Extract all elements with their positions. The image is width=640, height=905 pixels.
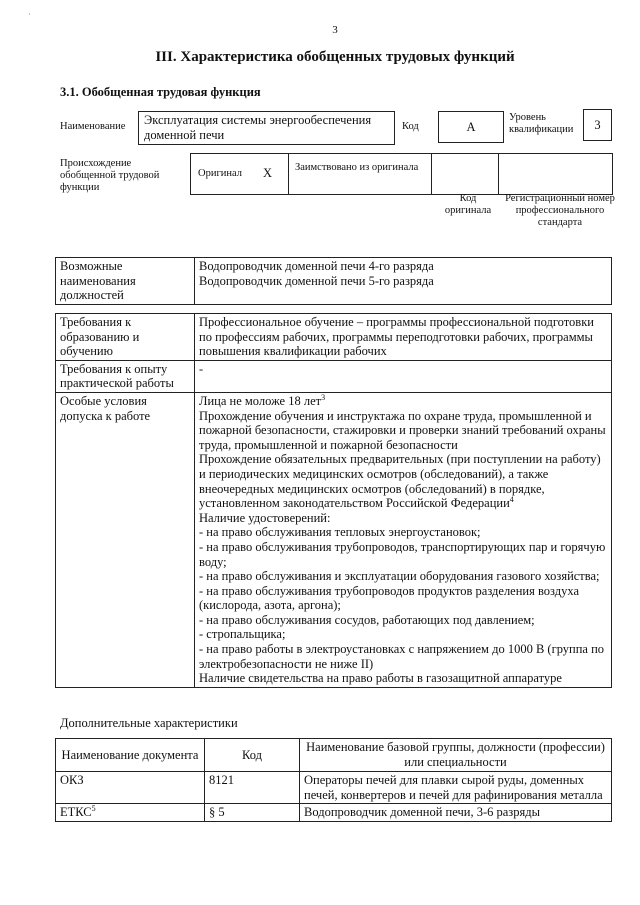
page-number: 3: [332, 24, 338, 36]
reg-number-label: Регистрационный номер профессионального стандарта: [505, 193, 615, 228]
cert-item: - на право обслуживания трубопроводов продуктов разделения воздуха (кислорода, азота, аргона);: [199, 583, 580, 613]
row-name: Водопроводчик доменной печи, 3-6 разряды: [300, 804, 612, 822]
education-label: Требования к образованию и обучению: [56, 314, 195, 361]
positions-label: Возможные наименования должностей: [56, 258, 195, 305]
positions-table: [55, 257, 612, 305]
origin-divider-2: [431, 154, 432, 194]
special-certs-title: Наличие удостоверений:: [199, 510, 331, 525]
cert-item: - на право обслуживания трубопроводов, транспортирующих пар и горячую воду;: [199, 539, 606, 569]
table-row: [56, 804, 612, 822]
level-label: Уровень квалификации: [509, 112, 574, 135]
cert-item: - на право работы в электроустановках с напряжением до 1000 В (группа по электробезопасности не ниже II): [199, 642, 605, 671]
row-code: 8121: [205, 772, 300, 804]
experience-label: Требования к опыту практической работы: [56, 360, 195, 392]
footnote-3: 3: [321, 392, 326, 402]
special-label: Особые условия допуска к работе: [56, 392, 195, 687]
row-doc: ЕТКС$^5$: [56, 804, 205, 822]
row-code: § 5: [205, 804, 300, 822]
cert-item: - на право обслуживания и эксплуатации оборудования газового хозяйства;: [199, 569, 600, 584]
cert-item: - на право обслуживания сосудов, работающих под давлением;: [199, 612, 535, 627]
requirements-table: [55, 313, 612, 688]
gtf-code-value: А: [438, 111, 504, 143]
original-mark: X: [263, 166, 273, 180]
row-doc: ОКЗ: [56, 772, 205, 804]
experience-value: -: [195, 360, 612, 392]
origin-divider-1: [288, 154, 289, 194]
gtf-name-value: Эксплуатация системы энергообеспечения доменной печи: [138, 111, 395, 145]
header-code: Код: [205, 739, 300, 772]
header-document: Наименование документа: [56, 739, 205, 772]
table-row: [56, 772, 612, 804]
special-gas: Наличие свидетельства на право работы в газозащитной аппаратуре: [199, 671, 562, 686]
scan-mark: ·: [28, 10, 31, 19]
special-training: Прохождение обучения и инструктажа по охране труда, промышленной и пожарной безопасности, стажировки и проверки знаний требований охраны труда, промышленной и пожарной безопасности: [199, 408, 606, 452]
name-label: Наименование: [60, 121, 126, 132]
borrowed-label: Заимствовано из оригинала: [295, 162, 419, 173]
education-value: Профессиональное обучение – программы профессиональной подготовки по профессиям рабочих, программы переподготовки рабочих, программы повышения квалификации рабочих: [195, 314, 612, 361]
code-original-label: Код оригинала: [444, 193, 492, 216]
row-name: Операторы печей для плавки сырой руды, доменных печей, конвертеров и печей для рафинирования металла: [300, 772, 612, 804]
cert-item: - на право обслуживания тепловых энергоустановок;: [199, 525, 481, 540]
additional-table: [55, 738, 612, 822]
special-medical: Прохождение обязательных предварительных (при поступлении на работу) и периодических медицинских осмотров (обследований), а также внеочередных медицинских осмотров (обследований) в порядке, установленном законодательством Российской Федерации$^4$: [199, 452, 601, 511]
code-label: Код: [402, 121, 419, 132]
position-item: Водопроводчик доменной печи 5-го разряда: [199, 273, 434, 288]
additional-title: Дополнительные характеристики: [60, 716, 238, 730]
section-title: III. Характеристика обобщенных трудовых функций: [155, 49, 515, 65]
original-label: Оригинал: [198, 168, 242, 179]
footnote-5: 5: [91, 804, 96, 814]
cert-item: - стропальщика;: [199, 627, 286, 642]
subsection-title: 3.1. Обобщенная трудовая функция: [60, 85, 261, 99]
origin-box: [190, 153, 613, 195]
footnote-4: 4: [509, 494, 514, 504]
position-item: Водопроводчик доменной печи 4-го разряда: [199, 259, 434, 273]
header-name: Наименование базовой группы, должности (профессии) или специальности: [300, 739, 612, 772]
positions-list: [195, 258, 612, 305]
level-value: 3: [583, 109, 612, 141]
special-conditions: [195, 392, 612, 687]
origin-label: Происхождение обобщенной трудовой функции: [60, 158, 160, 193]
special-age: Лица не моложе 18 лет$^3$: [199, 392, 326, 408]
origin-divider-3: [498, 154, 499, 194]
